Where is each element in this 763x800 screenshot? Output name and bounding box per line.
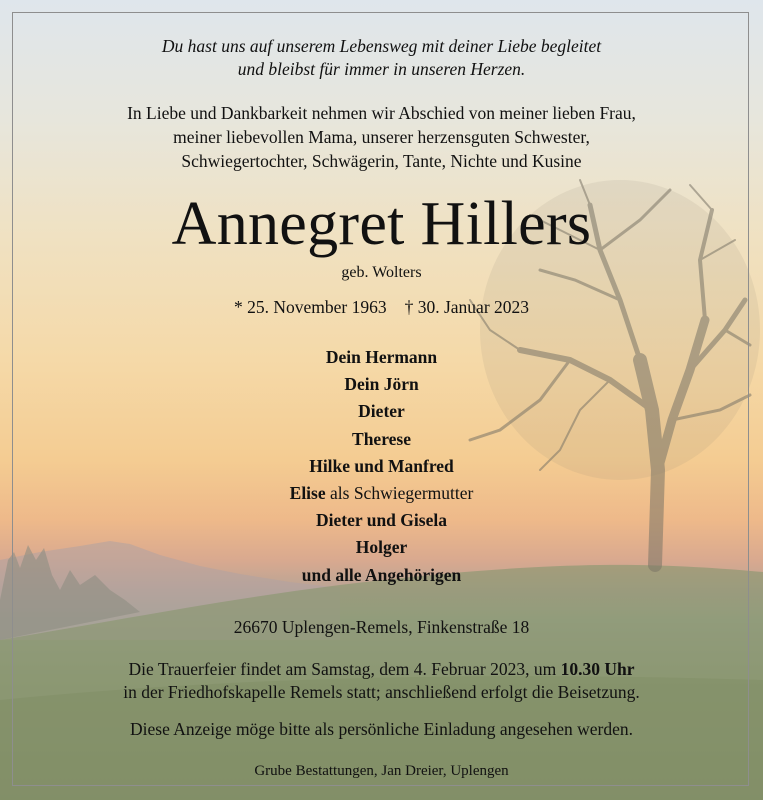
motto	[0, 35, 763, 81]
mourners-list	[0, 344, 763, 589]
mourner	[0, 480, 763, 507]
death-date: † 30. Januar 2023	[404, 297, 530, 317]
family-address: 26670 Uplengen-Remels, Finkenstraße 18	[233, 617, 530, 637]
mourner: Hilke und Manfred	[309, 455, 454, 476]
mourner-name: Elise	[289, 483, 326, 504]
life-dates	[0, 296, 763, 318]
motto-line-2: und bleibst für immer in unseren Herzen.	[237, 59, 526, 79]
deceased-name: Annegret Hillers	[171, 190, 592, 258]
maiden-name: geb. Wolters	[341, 264, 422, 281]
intro-line-2: meiner liebevollen Mama, unserer herzensguten Schwester,	[173, 127, 590, 147]
mourner-relation: als Schwiegermutter	[325, 483, 474, 504]
mourner: Dieter	[358, 401, 405, 422]
mourner: Therese	[352, 428, 411, 449]
intro-line-1: In Liebe und Dankbarkeit nehmen wir Abschied von meiner lieben Frau,	[127, 103, 636, 123]
mourner: und alle Angehörigen	[301, 564, 462, 585]
intro-line-3: Schwiegertochter, Schwägerin, Tante, Nichte und Kusine	[181, 151, 582, 171]
birth-date: * 25. November 1963	[233, 297, 387, 317]
intro-text	[0, 101, 763, 173]
service-time: 10.30 Uhr	[560, 659, 635, 679]
motto-line-1: Du hast uns auf unserem Lebensweg mit deiner Liebe begleitet	[161, 36, 602, 56]
mourner: Dieter und Gisela	[316, 510, 447, 531]
funeral-home: Grube Bestattungen, Jan Dreier, Uplengen	[254, 763, 509, 779]
mourner: Dein Jörn	[344, 374, 419, 395]
funeral-service-info	[0, 658, 763, 704]
service-line-1	[0, 658, 763, 681]
service-date-text: Die Trauerfeier findet am Samstag, dem 4. Februar 2023, um	[128, 659, 561, 679]
mourner: Dein Hermann	[325, 347, 438, 367]
invitation-note: Diese Anzeige möge bitte als persönliche Einladung angesehen werden.	[130, 719, 633, 739]
service-line-2: in der Friedhofskapelle Remels statt; anschließend erfolgt die Beisetzung.	[123, 682, 640, 702]
mourner: Holger	[355, 537, 408, 558]
